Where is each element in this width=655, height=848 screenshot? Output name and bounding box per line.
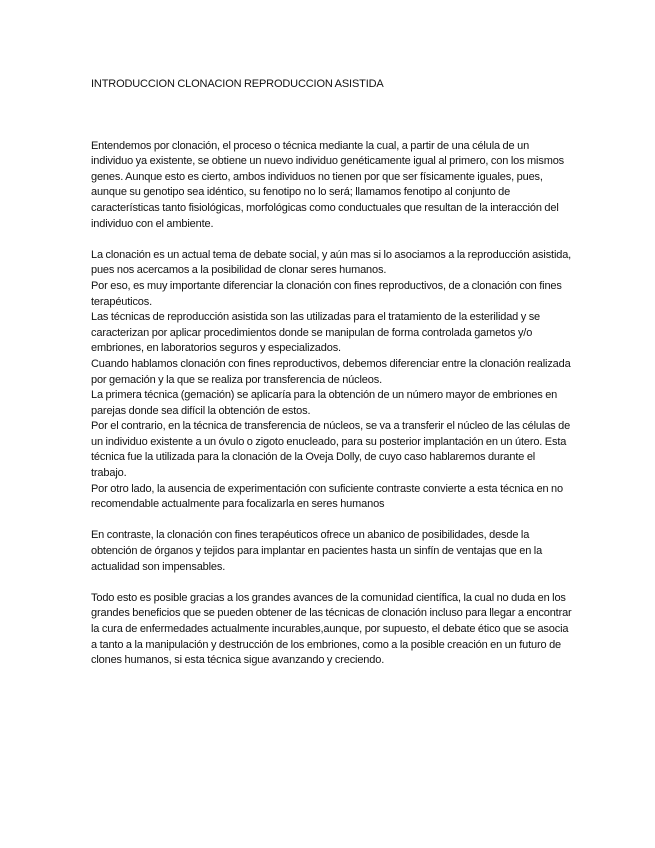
paragraph-definition (91, 139, 573, 233)
paragraph-reproductive-cloning (91, 248, 573, 513)
title-spacing (91, 93, 573, 139)
paragraph-text: En contraste, la clonación con fines terapéuticos ofrece un abanico de posibilidades, desde la obtención de órganos y tejidos para implantar en pacientes hasta un sinfín de ventajas que en la actualidad son impensables. (91, 529, 543, 573)
document-title: INTRODUCCION CLONACION REPRODUCCION ASISTIDA (91, 78, 384, 90)
paragraph-spacing (91, 513, 573, 529)
paragraph-text: Todo esto es posible gracias a los grandes avances de la comunidad científica, la cual no duda en los grandes beneficios que se pueden obtener de las técnicas de clonación incluso para llegar a encontrar la cura de enfermedades actualmente incurables,aunque, por supuesto, el debate ético que se asocia a tanto a la manipulación y destrucción de los embriones, como a la posible creación en un futuro de clones humanos, si esta técnica sigue avanzando y creciendo. (91, 591, 572, 667)
paragraph-therapeutic-cloning (91, 528, 573, 575)
document-body (91, 77, 573, 669)
paragraph-text: La clonación es un actual tema de debate social, y aún mas si lo asociamos a la reproducción asistida, pues nos acercamos a la posibilidad de clonar seres humanos. Por eso, es muy importante diferenciar la clonación con fines reproductivos, de a clonación con fines terapéuticos. Las técnicas de reproducción asistida son las utilizadas para el tratamiento de la esterilidad y se caracterizan por aplicar procedimientos donde se manipulan de forma controlada gametos y/o embriones, en laboratorios seguros y especializados. Cuando hablamos clonación con fines reproductivos, debemos diferenciar entre la clonación realizada por gemación y la que se realiza por transferencia de núcleos. La primera técnica (gemación) se aplicaría para la obtención de un número mayor de embriones en parejas donde sea difícil la obtención de estos. Por el contrario, en la técnica de transferencia de núcleos, se va a transferir el núcleo de las células de un individuo existente a un óvulo o zigoto enucleado, para su posterior implantación en un útero. Esta técnica fue la utilizada para la clonación de la Oveja Dolly, de cuyo caso hablaremos durante el trabajo. Por otro lado, la ausencia de experimentación con suficiente contraste convierte a esta técnica en no recomendable actualmente para focalizarla en seres humanos (91, 248, 572, 511)
paragraph-conclusion (91, 591, 573, 669)
paragraph-spacing (91, 575, 573, 591)
paragraph-text: Entendemos por clonación, el proceso o técnica mediante la cual, a partir de una célula de un individuo ya existente, se obtiene un nuevo individuo genéticamente igual al primero, con los mismos genes. Aunque esto es cierto, ambos individuos no tienen por que ser físicamente iguales, pues, aunque su genotipo sea idéntico, su fenotipo no lo será; llamamos fenotipo al conjunto de características tanto fisiológicas, morfológicas como conductuales que resultan de la interacción del individuo con el ambiente. (91, 139, 565, 230)
paragraph-spacing (91, 232, 573, 248)
